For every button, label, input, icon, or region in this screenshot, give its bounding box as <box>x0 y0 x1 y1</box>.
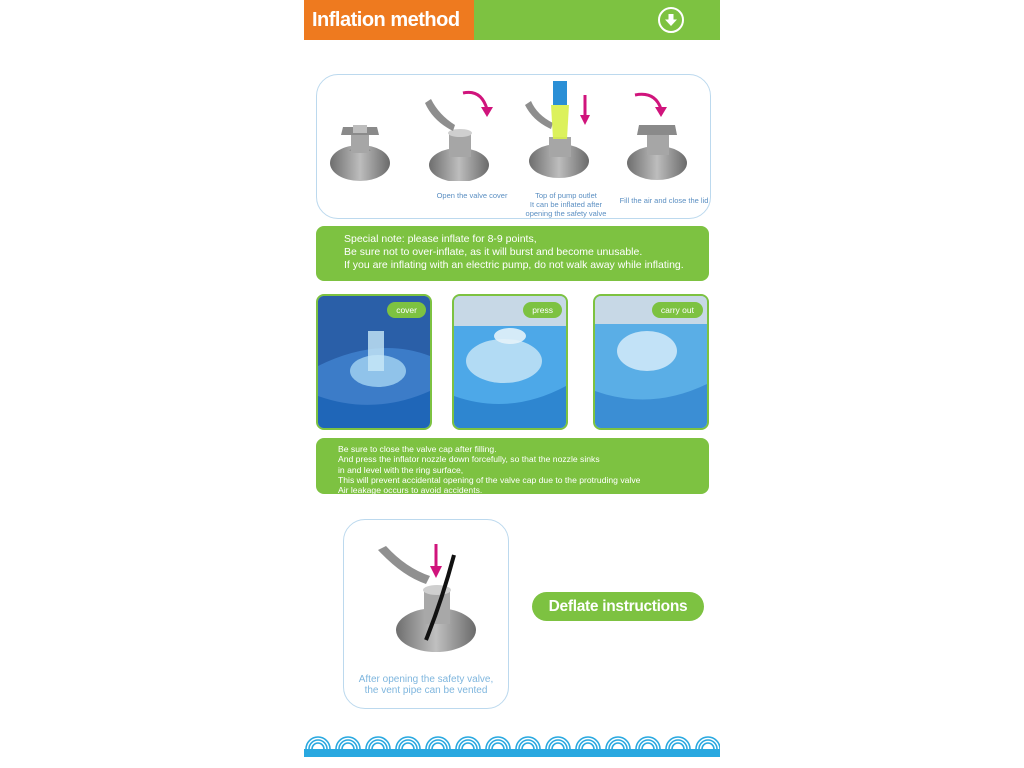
note-line: Air leakage occurs to avoid accidents. <box>338 485 483 496</box>
wave-arc <box>672 743 684 749</box>
wave-arc <box>372 743 384 749</box>
step-pump-outlet <box>517 81 615 218</box>
special-note-box <box>316 226 709 281</box>
note-line: This will prevent accidental opening of the valve cap due to the protruding valve <box>338 474 641 485</box>
wave-arc <box>582 743 594 749</box>
photo-label-carry-out: carry out <box>652 302 703 318</box>
pump-outlet-illustration <box>517 81 615 191</box>
wave-arc <box>702 743 714 749</box>
step-caption: Fill the air and close the lid <box>619 196 709 205</box>
deflate-valve-illustration <box>344 520 508 670</box>
header-bar <box>304 0 720 40</box>
deflate-panel <box>343 519 509 709</box>
note-line: Be sure not to over-inflate, as it will burst and become unusable. <box>344 246 643 258</box>
wave-arc <box>462 743 474 749</box>
note-line: in and level with the ring surface, <box>338 464 464 475</box>
photo-carry-out <box>593 294 709 430</box>
valve-open-illustration <box>423 81 521 181</box>
download-arrow-icon[interactable] <box>658 7 684 33</box>
photo-label-cover: cover <box>387 302 426 318</box>
step-open-valve <box>423 81 521 211</box>
wave-arc <box>342 743 354 749</box>
wave-arc <box>522 743 534 749</box>
note-line: If you are inflating with an electric pump, do not walk away while inflating. <box>344 259 684 271</box>
wave-arc <box>402 743 414 749</box>
step-fill-close <box>615 81 713 211</box>
deflate-instructions-button[interactable]: Deflate instructions <box>532 592 704 621</box>
wave-arc <box>432 743 444 749</box>
photo-press <box>452 294 568 430</box>
wave-arc <box>552 743 564 749</box>
wave-footer <box>304 733 720 757</box>
wave-arc <box>642 743 654 749</box>
photo-label-press: press <box>523 302 562 318</box>
note-line: And press the inflator nozzle down forcefully, so that the nozzle sinks <box>338 454 600 465</box>
valve-note-box <box>316 438 709 494</box>
inflation-steps-panel <box>316 74 711 219</box>
deflate-caption: After opening the safety valve, the vent pipe can be vented <box>358 674 494 696</box>
note-line: Be sure to close the valve cap after filling. <box>338 444 497 454</box>
valve-closed-lid-illustration <box>615 81 713 181</box>
wave-arc <box>612 743 624 749</box>
page <box>304 0 720 768</box>
wave-arc <box>492 743 504 749</box>
note-line: Special note: please inflate for 8-9 points, <box>344 233 537 245</box>
photo-cover <box>316 294 432 430</box>
valve-closed-illustration <box>325 81 423 181</box>
wave-arc <box>312 743 324 749</box>
step-closed-valve <box>325 81 423 211</box>
step-caption: Open the valve cover <box>436 191 508 200</box>
page-title: Inflation method <box>304 0 474 40</box>
step-caption: Top of pump outlet It can be inflated after opening the safety valve <box>525 191 607 218</box>
